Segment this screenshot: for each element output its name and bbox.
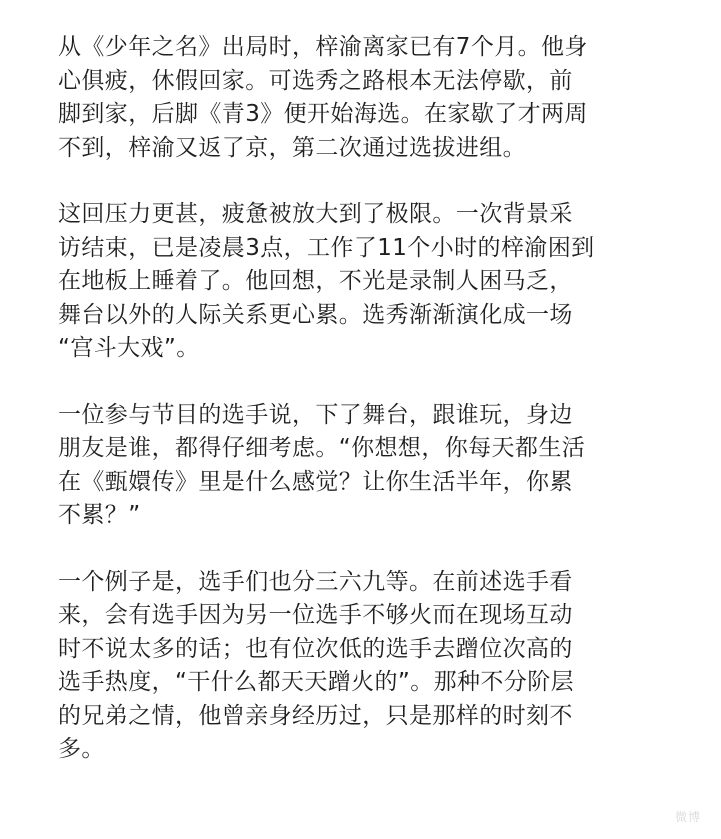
text-line: 在《甄嬛传》里是什么感觉？让你生活半年，你累 (58, 468, 573, 495)
text-line: 不累？” (58, 502, 141, 528)
text-line: 这回压力更甚，疲惫被放大到了极限。一次背景采 (58, 201, 573, 227)
text-line: 在地板上睡着了。他回想，不光是录制人困马乏， (58, 268, 573, 294)
text-line: 时不说太多的话；也有位次低的选手去蹭位次高的 (58, 635, 573, 662)
text-line: 一位参与节目的选手说，下了舞台，跟谁玩，身边 (58, 401, 573, 428)
article-body (58, 31, 698, 800)
text-line: “宫斗大戏”。 (58, 335, 200, 361)
text-line: 心俱疲，休假回家。可选秀之路根本无法停歇，前 (58, 67, 573, 94)
text-line: 访结束，已是凌晨3点，工作了11个小时的梓渝困到 (58, 234, 595, 261)
text-line: 从《少年之名》出局时，梓渝离家已有7个月。他身 (58, 34, 588, 60)
text-line: 不到，梓渝又返了京，第二次通过选拔进组。 (58, 134, 526, 161)
paragraph-2 (58, 198, 698, 366)
paragraph-1 (58, 31, 698, 165)
paragraph-3 (58, 399, 698, 533)
watermark: 微博 (674, 810, 701, 824)
text-line: 选手热度，“干什么都天天蹭火的”。那种不分阶层 (58, 669, 575, 695)
text-line: 朋友是谁，都得仔细考虑。“你想想，你每天都生活 (58, 435, 586, 461)
text-line: 脚到家，后脚《青3》便开始海选。在家歇了才两周 (58, 101, 588, 127)
text-line: 来，会有选手因为另一位选手不够火而在现场互动 (58, 602, 573, 628)
text-line: 的兄弟之情，他曾亲身经历过，只是那样的时刻不 (58, 702, 573, 729)
paragraph-4 (58, 566, 698, 767)
text-line: 舞台以外的人际关系更心累。选秀渐渐演化成一场 (58, 301, 573, 328)
text-line: 多。 (58, 736, 105, 762)
text-line: 一个例子是，选手们也分三六九等。在前述选手看 (58, 568, 573, 595)
